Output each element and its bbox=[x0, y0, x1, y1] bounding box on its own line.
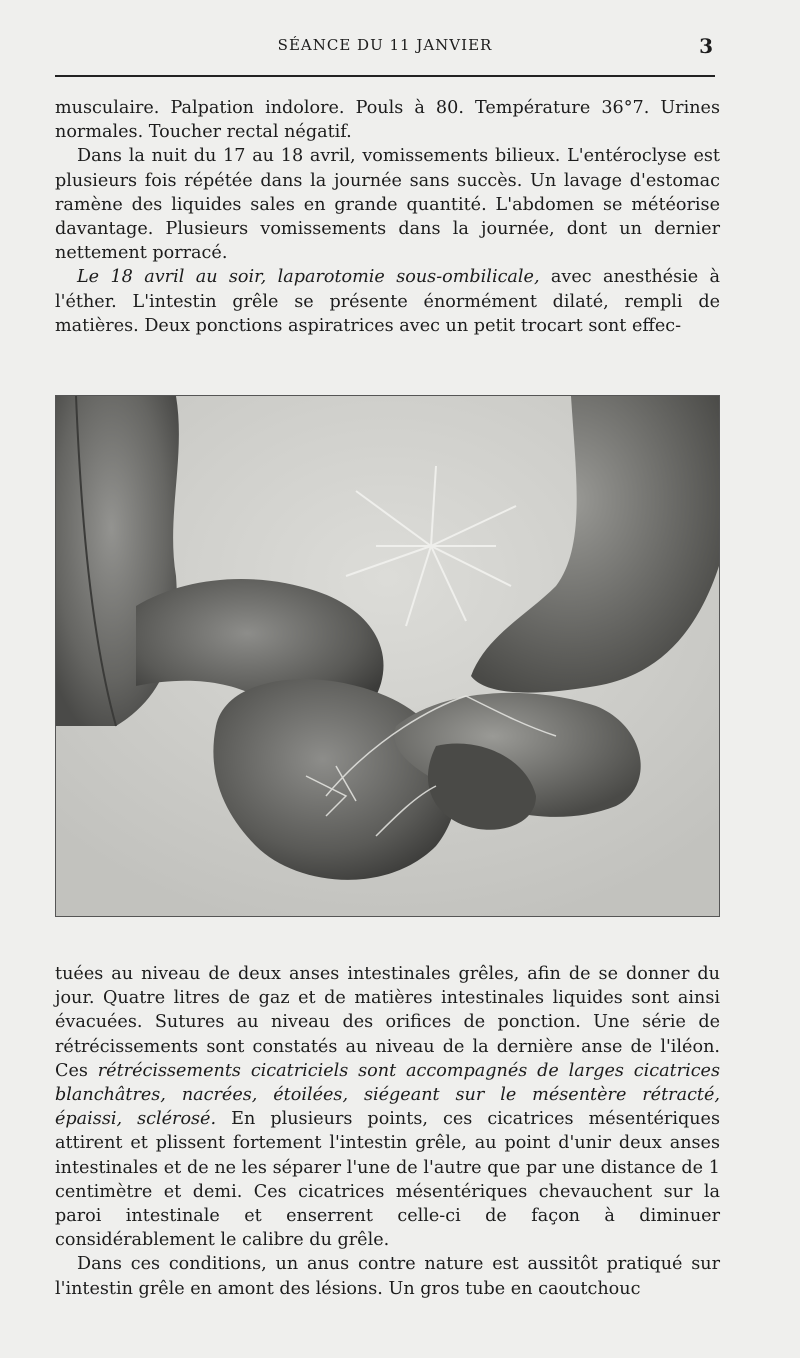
operation-text-end: En plusieurs points, ces cicatrices mésentériques attirent et plissent fortement l'intestin grêle, au point d'unir deux anses intestinales et de ne les séparer l'une de l'autre que par une distance de 1 centimètre et demi. Ces cicatrices mésentériques chevauchent sur la paroi intestinale et enserrent celle-ci de façon à diminuer considérablement le calibre du grêle. bbox=[55, 1109, 721, 1251]
intestine-illustration bbox=[55, 395, 720, 917]
bottom-text-block bbox=[55, 962, 720, 1301]
laparotomy-italic: Le 18 avril au soir, laparotomie sous-ombilicale, bbox=[77, 267, 540, 288]
running-header bbox=[55, 36, 715, 60]
running-title: SÉANCE DU 11 JANVIER bbox=[277, 36, 493, 54]
paragraph-anus-contre-nature: Dans ces conditions, un anus contre nature est aussitôt pratiqué sur l'intestin grêle en amont des lésions. Un gros tube en caoutchouc bbox=[55, 1254, 720, 1299]
paragraph-operation bbox=[55, 962, 720, 1252]
paragraph-vomiting: Dans la nuit du 17 au 18 avril, vomissements bilieux. L'entéroclyse est plusieurs fois répétée dans la journée sans succès. Un lavage d'estomac ramène des liquides sales en grande quantité. L'abdomen se météorise davantage. Plusieurs vomissements dans la journée, dont un dernier nettement porracé. bbox=[55, 146, 720, 264]
scar-description-italic: rétrécissements cicatriciels sont accompagnés de larges cicatrices blanchâtres, nacrées, étoilées, siégeant sur le mésentère rétracté, épaissi, sclérosé. bbox=[55, 1060, 720, 1130]
operation-text-start: tuées au niveau de deux anses intestinales grêles, afin de se donner du jour. Quatre litres de gaz et de matières intestinales liquides sont ainsi évacuées. Sutures au niveau des orifices de ponction. Une série de rétrécissements sont constatés au niveau de la dernière anse de l'iléon. Ces bbox=[55, 964, 720, 1081]
paragraph-laparotomy bbox=[55, 265, 720, 338]
paragraph-continuation: musculaire. Palpation indolore. Pouls à 80. Température 36°7. Urines normales. Toucher rectal négatif. bbox=[55, 98, 720, 143]
top-text-block bbox=[55, 96, 720, 338]
header-rule bbox=[55, 75, 715, 77]
intestine-drawing bbox=[56, 396, 719, 916]
page-number: 3 bbox=[699, 34, 713, 58]
laparotomy-text: avec anesthésie à l'éther. L'intestin grêle se présente énormément dilaté, rempli de matières. Deux ponctions aspiratrices avec un petit trocart sont effec- bbox=[55, 267, 720, 336]
